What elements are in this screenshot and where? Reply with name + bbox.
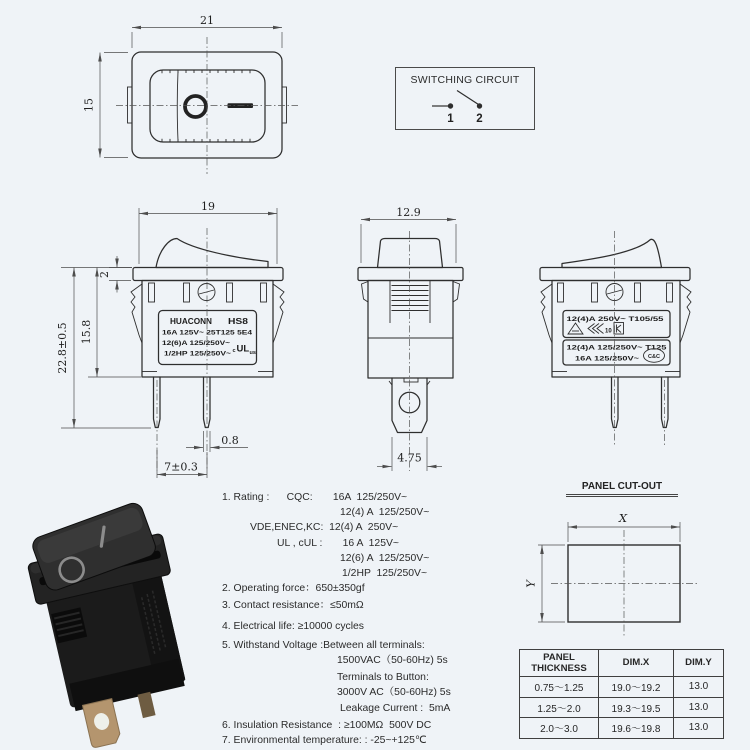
product-photo	[20, 505, 220, 740]
spec-line: 1/2HP 125/250V~	[342, 568, 428, 580]
dim-7-0-3-label: 7±0.3	[164, 460, 198, 474]
rocker-profile	[378, 239, 443, 268]
switching-circuit-symbol	[396, 89, 534, 129]
dim-x	[568, 511, 680, 542]
table-row: 0.75～1.25 19.0～19.2 13.0	[520, 677, 724, 698]
off-mark-icon	[185, 96, 206, 117]
label-line3: 12(4)A 125/250V~ T125	[566, 344, 668, 352]
dim-x-label: X	[618, 511, 628, 525]
spec-line: 1. Rating : CQC: 16A 125/250V~	[222, 492, 408, 503]
photo-terminal-rear	[138, 692, 156, 718]
specifications-list	[222, 490, 537, 748]
dim-2-label: 2	[98, 271, 111, 278]
dim-y	[524, 545, 566, 622]
enec-mark-icon	[588, 324, 612, 335]
table-header-row	[520, 650, 724, 677]
dim-15-8-label: 15.8	[80, 319, 93, 345]
rocker-profile	[562, 239, 662, 267]
dim-0-8-label: 0.8	[221, 434, 239, 447]
spec-line: VDE,ENEC,KC: 12(4) A 250V~	[250, 522, 399, 534]
spec-line: 3. Contact resistance：≤50mΩ	[222, 600, 364, 612]
spec-line: Terminals to Button:	[337, 672, 429, 684]
screw-icon	[198, 284, 215, 301]
spec-line: 1500VAC（50-60Hz) 5s	[337, 655, 448, 667]
side-bump-right	[282, 87, 287, 123]
bezel	[133, 268, 283, 281]
panel-cutout-title: PANEL CUT-OUT	[566, 481, 678, 497]
side-view	[358, 206, 463, 471]
mounting-clip-left	[541, 284, 552, 343]
svg-text:c: c	[232, 348, 236, 354]
switching-circuit-box	[395, 67, 535, 130]
terminal-1-label: 1	[447, 113, 454, 125]
rocker-profile	[156, 239, 268, 268]
switch-blade	[457, 91, 479, 105]
spec-line: 12(6) A 125/250V~	[340, 552, 430, 564]
spec-line: 7. Environmental temperature: : -25~+125℃	[222, 735, 427, 747]
orthographic-views	[0, 195, 750, 485]
dim-15	[83, 53, 129, 158]
side-bump-left	[128, 87, 133, 123]
table-row: 1.25～2.0 19.3～19.5 13.0	[520, 697, 724, 718]
label-line1: 12(4)A 250V~ T105/55	[566, 316, 665, 323]
bezel	[540, 268, 690, 281]
label-line2: 16A 125V~ 25T125 5E4	[162, 329, 253, 337]
mounting-clip-right	[273, 284, 284, 343]
contact-1-dot	[448, 103, 453, 108]
front-view	[56, 200, 284, 478]
col-header-dim-y: DIM.Y	[674, 650, 724, 677]
grip-serrations-top	[162, 70, 250, 73]
dim-12-9	[361, 206, 456, 263]
vde-triangle-mark-icon	[568, 323, 583, 334]
spec-line: Leakage Current : 5mA	[340, 702, 451, 714]
dim-4-75-label: 4.75	[397, 451, 422, 465]
mounting-clip-right	[453, 282, 460, 303]
label-brand: HUACONN	[170, 317, 213, 326]
spec-line: 4. Electrical life: ≥10000 cycles	[222, 620, 364, 632]
dim-15-8	[61, 268, 141, 378]
top-view-drawing	[0, 0, 340, 195]
dim-2	[98, 256, 132, 293]
mounting-clip-left	[131, 284, 142, 343]
spec-line: 12(4) A 125/250V~	[340, 507, 430, 519]
panel-thickness-table	[519, 649, 724, 739]
col-header-panel-thickness: PANEL THICKNESS	[520, 650, 599, 677]
rocker-divider	[177, 72, 178, 141]
rating-label-plate-top	[563, 311, 670, 338]
bezel	[358, 268, 463, 281]
dim-7-0-3	[157, 450, 207, 478]
svg-text:us: us	[249, 350, 256, 356]
table-row: 2.0～3.0 19.6～19.8 13.0	[520, 718, 724, 739]
spec-line: 6. Insulation Resistance : ≥100MΩ 500V DC	[222, 719, 432, 731]
dim-y-label: Y	[523, 580, 538, 588]
dim-12-9-label: 12.9	[396, 206, 421, 219]
enec-number: 10	[605, 328, 612, 335]
svg-text:C&C: C&C	[648, 354, 660, 360]
spec-line: 2. Operating force：650±350gf	[222, 583, 365, 595]
label-line3: 12(6)A 125/250V~	[162, 340, 231, 347]
label-line4: 16A 125/250V~	[575, 355, 640, 363]
terminal-2-label: 2	[476, 113, 483, 125]
photo-terminal-front	[83, 699, 122, 749]
mounting-clip-right	[680, 284, 691, 343]
label-line4: 1/2HP 125/250V~	[164, 350, 232, 358]
kc-mark-icon	[614, 323, 624, 335]
switching-circuit-title: SWITCHING CIRCUIT	[410, 74, 520, 86]
dim-0-8	[186, 431, 248, 452]
dim-19-label: 19	[201, 200, 215, 213]
dim-22-8	[56, 268, 151, 429]
mounting-clip-left	[362, 282, 369, 303]
back-view	[540, 231, 691, 445]
label-model: HS8	[228, 317, 249, 326]
spec-line: 5. Withstand Voltage :Between all terminals:	[222, 639, 425, 651]
panel-cutout-drawing	[515, 505, 750, 650]
dim-15-label: 15	[82, 98, 96, 112]
cul-us-mark-icon	[233, 344, 256, 357]
spec-line: 3000V AC（50-60Hz) 5s	[337, 687, 451, 699]
col-header-dim-x: DIM.X	[599, 650, 674, 677]
spec-line: UL , cUL : 16 A 125V~	[277, 537, 399, 549]
side-ribs	[392, 286, 429, 311]
svg-text:UL: UL	[236, 343, 250, 355]
dim-21-label: 21	[200, 14, 214, 27]
dim-22-8-label: 22.8±0.5	[56, 322, 69, 374]
grip-serrations-bottom	[162, 139, 250, 142]
